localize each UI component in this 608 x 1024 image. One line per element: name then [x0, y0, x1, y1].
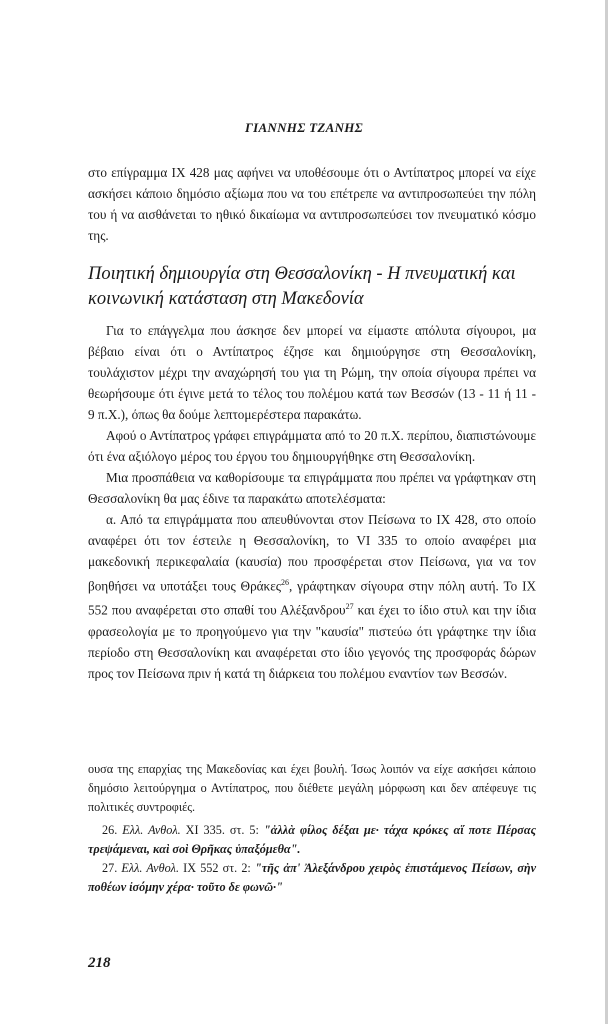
- running-title: ΓΙΑΝΝΗΣ ΤΖΑΝΗΣ: [244, 120, 364, 135]
- footnote-26-number: 26.: [102, 823, 118, 837]
- footnote-27-quote: "τῆς ἀπ' Ἀλεξάνδρου χειρὸς ἐπιστάμενος Πείσων, σὴν ποθέων ἰσόμην χέρα· τοῦτο δε φωνῶ·": [88, 861, 537, 894]
- footnote-27-location: IX 552 στ. 2:: [179, 861, 255, 875]
- page-number: 218: [88, 955, 111, 971]
- footnote-ref-26[interactable]: 26: [280, 578, 289, 587]
- footnote-27-reference: Ελλ. Ανθολ.: [121, 861, 179, 875]
- paragraph-4-part-a: α. Από τα επιγράμματα που απευθύνονται στον Πείσωνα το IX 428, στο οποίο αναφέρει ότι τον έστειλε η Θεσσαλονίκη, το VI 335 το οποίο αναφέρει μια μακεδονική περικεφαλαία (καυσία) που προσφέρεται στον Πείσωνα, για να τον βοηθήσει να υποτάξει τους Θράκες: [88, 512, 536, 594]
- footnote-27-number: 27.: [102, 861, 118, 875]
- paragraph-1: Για το επάγγελμα που άσκησε δεν μπορεί να είμαστε απόλυτα σίγουροι, μα βέβαιο είναι ότι ο Αντίπατρος έζησε και δημιούργησε στη Θεσσαλονίκη, τουλάχιστον μέχρι την αναχώρησή του για τη Ρώμη, την οποία σίγουρα πρέπει να θεωρήσουμε ότι έγινε μετά το τέλος του πολέμου κατά των Βεσσών (13 - 11 ή 11 - 9 π.Χ.), όπως θα δούμε λεπτομερέστερα παρακάτω.: [88, 323, 536, 422]
- footnotes: [88, 760, 536, 897]
- paragraph-4: [88, 509, 536, 684]
- intro-paragraph: [88, 162, 536, 246]
- footnote-27: [88, 859, 536, 897]
- paragraph-3: Μια προσπάθεια να καθορίσουμε τα επιγράμματα που πρέπει να γράφτηκαν στη Θεσσαλονίκη θα μας έδινε τα παρακάτω αποτελέσματα:: [88, 470, 536, 506]
- intro-text: στο επίγραμμα IX 428 μας αφήνει να υποθέσουμε ότι ο Αντίπατρος μπορεί να είχε ασκήσει κάποιο δημόσιο αξίωμα που να του επέτρεπε να αντιπροσωπεύει την πόλη του ή να αισθάνεται το ηθικό δικαίωμα να αντιπροσωπεύσει τον πνευματικό κόσμο της.: [88, 165, 536, 243]
- paragraph-4-part-b: , γράφτηκαν σίγουρα στην πόλη αυτή. Το IX 552 που αναφέρεται στο σπαθί του Αλέξανδρου: [88, 578, 536, 618]
- footnote-continuation: ουσα της επαρχίας της Μακεδονίας και έχει βουλή. Ίσως λοιπόν να είχε ασκήσει κάποιο δημόσιο λειτούργημα ο Αντίπατρος, που διέθετε μεγάλη μόρφωση και δεν απέφευγε τις πολιτικές συντροφιές.: [88, 762, 536, 814]
- footnote-ref-27[interactable]: 27: [345, 602, 354, 612]
- paragraph-2: Αφού ο Αντίπατρος γράφει επιγράμματα από το 20 π.Χ. περίπου, διαπιστώνουμε ότι ένα αξιόλογο μέρος του έργου του δημιουργήθηκε στη Θεσσαλονίκη.: [88, 428, 536, 464]
- footnote-26-quote: "ἀλλὰ φίλος δέξαι με· τάχα κρόκες αἵ ποτε Πέρσας τρεψάμεναι, καὶ σοὶ Θρῆκας ὑπαξόμεθα".: [88, 823, 536, 856]
- paragraph-4-part-c: και έχει το ίδιο στυλ και την ίδια φρασεολογία με το προηγούμενο για την "καυσία" πιστεύω ότι γράφτηκε την ίδια περίοδο στη Θεσσαλονίκη και αναφέρεται στο ίδιο γεγονός της προσφοράς δώρων προς τον Πείσωνα πριν ή κατά τη διάρκεια του πολέμου εναντίον των Βεσσών.: [88, 602, 536, 681]
- section-heading: Ποιητική δημιουργία στη Θεσσαλονίκη - Η πνευματική και κοινωνική κατάσταση στη Μακεδονία: [88, 264, 516, 309]
- main-text: [88, 320, 536, 684]
- footnote-26: [88, 821, 536, 859]
- footnote-26-location: XI 335. στ. 5:: [180, 823, 264, 837]
- footnote-26-reference: Ελλ. Ανθολ.: [122, 823, 181, 837]
